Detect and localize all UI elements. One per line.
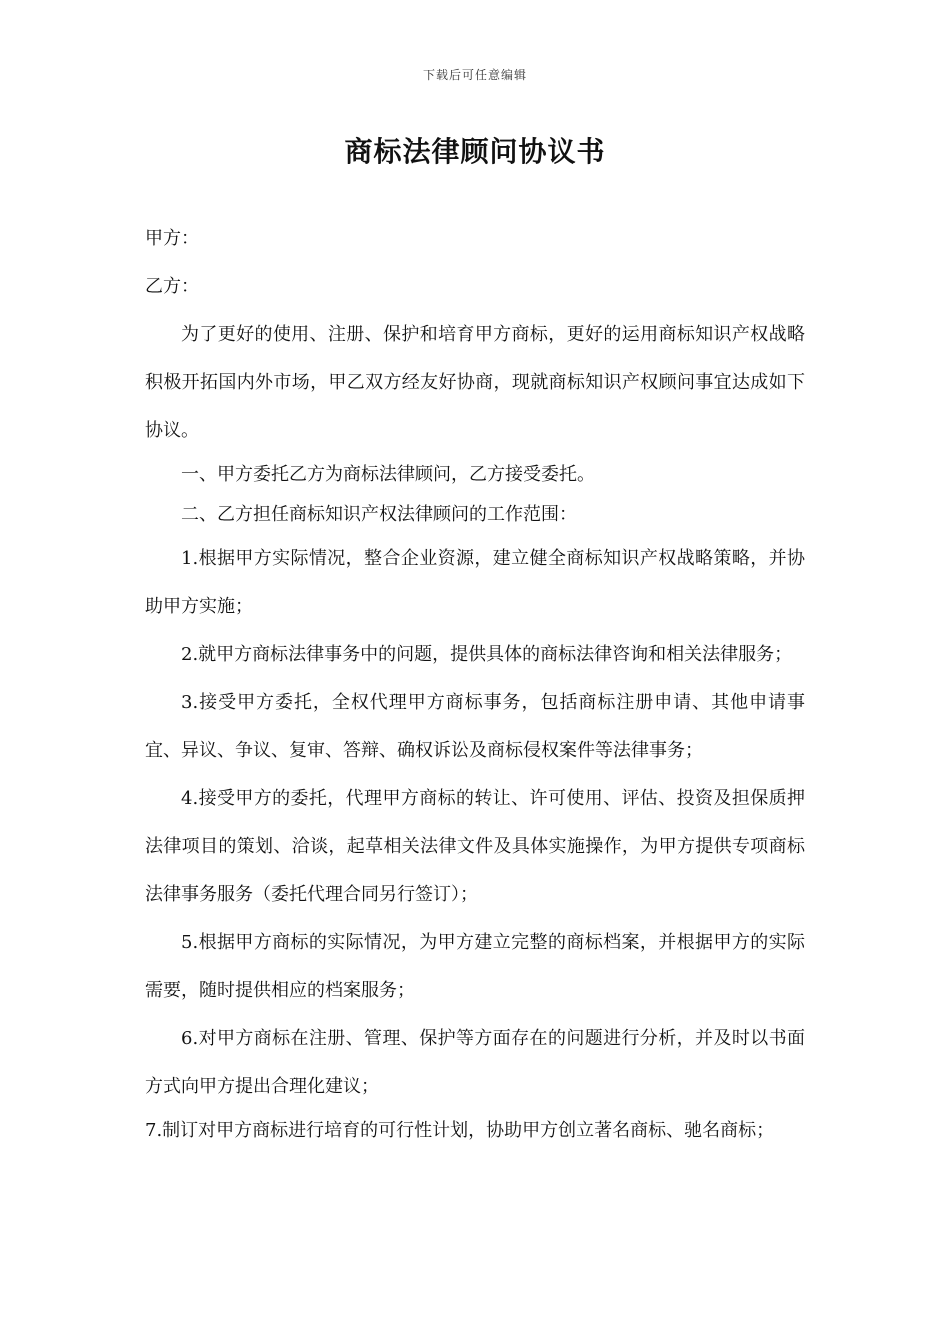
- scope-item-1: 1.根据甲方实际情况，整合企业资源，建立健全商标知识产权战略策略，并协助甲方实施；: [145, 548, 805, 617]
- scope-item-7: 7.制订对甲方商标进行培育的可行性计划，协助甲方创立著名商标、驰名商标；: [145, 1120, 775, 1141]
- document-title: 商标法律顾问协议书: [344, 135, 606, 168]
- scope-item-4: 4.接受甲方的委托，代理甲方商标的转让、许可使用、评估、投资及担保质押法律项目的策划、洽谈，起草相关法律文件及具体实施操作，为甲方提供专项商标法律事务服务（委托代理合同另行签订）；: [145, 788, 805, 905]
- scope-item-3: 3.接受甲方委托，全权代理甲方商标事务，包括商标注册申请、其他申请事宜、异议、争议、复审、答辩、确权诉讼及商标侵权案件等法律事务；: [145, 692, 805, 761]
- scope-item-5: 5.根据甲方商标的实际情况，为甲方建立完整的商标档案，并根据甲方的实际需要，随时提供相应的档案服务；: [145, 932, 805, 1001]
- scope-item-2: 2.就甲方商标法律事务中的问题，提供具体的商标法律咨询和相关法律服务；: [181, 644, 793, 665]
- party-a-line: 甲方：: [145, 228, 199, 249]
- clause-1: 一、甲方委托乙方为商标法律顾问，乙方接受委托。: [181, 464, 595, 485]
- party-b-line: 乙方：: [145, 276, 199, 297]
- document-body: [145, 215, 805, 1151]
- scope-item-6: 6.对甲方商标在注册、管理、保护等方面存在的问题进行分析，并及时以书面方式向甲方提出合理化建议；: [145, 1028, 805, 1097]
- intro-paragraph: 为了更好的使用、注册、保护和培育甲方商标，更好的运用商标知识产权战略积极开拓国内外市场，甲乙双方经友好协商，现就商标知识产权顾问事宜达成如下协议。: [145, 324, 805, 441]
- header-note: 下载后可任意编辑: [422, 68, 527, 82]
- clause-2: 二、乙方担任商标知识产权法律顾问的工作范围：: [181, 504, 577, 525]
